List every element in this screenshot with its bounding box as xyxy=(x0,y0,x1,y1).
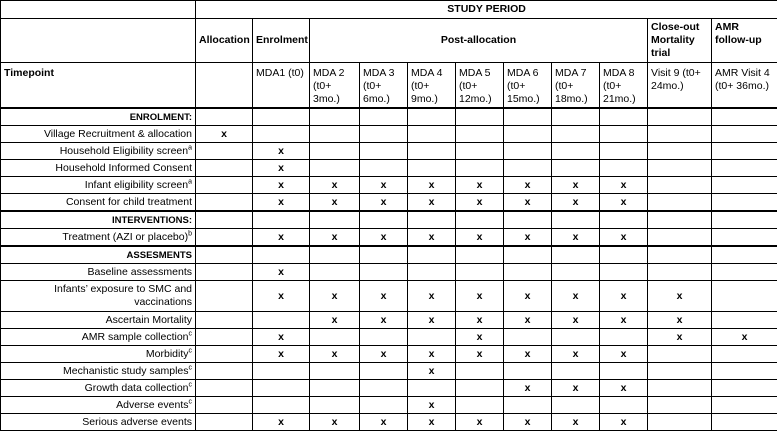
activity-label-text: Adverse events xyxy=(116,399,188,411)
footnote-marker: a xyxy=(188,144,192,151)
empty-cell xyxy=(360,211,408,229)
empty-cell xyxy=(310,143,360,160)
x-mark: x xyxy=(456,329,504,346)
footnote-marker: c xyxy=(189,398,193,405)
activity-label xyxy=(1,177,196,194)
empty-cell xyxy=(712,194,777,212)
footnote-marker: c xyxy=(189,364,193,371)
activity-row xyxy=(1,414,777,431)
footnote-marker: c xyxy=(189,381,193,388)
activity-row xyxy=(1,281,777,312)
x-mark: x xyxy=(253,346,310,363)
x-mark: x xyxy=(360,229,408,247)
activity-row xyxy=(1,194,777,212)
activity-label-text: Infants’ exposure to SMC and vaccinations xyxy=(54,283,192,308)
empty-cell xyxy=(504,246,552,264)
timepoint-cell: MDA1 (t0) xyxy=(253,63,310,109)
activity-label xyxy=(1,229,196,247)
x-mark: x xyxy=(310,346,360,363)
empty-cell xyxy=(196,211,253,229)
empty-cell xyxy=(408,211,456,229)
x-mark: x xyxy=(552,346,600,363)
activity-row xyxy=(1,126,777,143)
empty-cell xyxy=(648,177,712,194)
empty-cell xyxy=(310,264,360,281)
x-mark: x xyxy=(648,329,712,346)
timepoint-cell: MDA 3 (t0+ 6mo.) xyxy=(360,63,408,109)
section-title: ASSESMENTS xyxy=(1,246,196,264)
empty-cell xyxy=(712,246,777,264)
x-mark: x xyxy=(504,380,552,397)
activity-label xyxy=(1,312,196,329)
empty-cell xyxy=(712,229,777,247)
empty-cell xyxy=(196,281,253,312)
activity-label-text: Household Eligibility screen xyxy=(60,145,188,157)
x-mark: x xyxy=(456,414,504,431)
empty-cell xyxy=(712,363,777,380)
timepoint-cell: AMR Visit 4 (t0+ 36mo.) xyxy=(712,63,777,109)
empty-cell xyxy=(408,108,456,126)
empty-cell xyxy=(504,126,552,143)
empty-cell xyxy=(196,414,253,431)
x-mark: x xyxy=(408,281,456,312)
x-mark: x xyxy=(600,346,648,363)
section-title: INTERVENTIONS: xyxy=(1,211,196,229)
empty-cell xyxy=(600,126,648,143)
x-mark: x xyxy=(600,414,648,431)
empty-cell xyxy=(196,143,253,160)
empty-cell xyxy=(648,143,712,160)
x-mark: x xyxy=(253,229,310,247)
empty-cell xyxy=(648,194,712,212)
empty-cell xyxy=(408,160,456,177)
x-mark: x xyxy=(600,177,648,194)
activity-label xyxy=(1,160,196,177)
empty-cell xyxy=(504,143,552,160)
empty-cell xyxy=(310,380,360,397)
empty-cell xyxy=(456,143,504,160)
empty-cell xyxy=(360,126,408,143)
activity-label-text: Household Informed Consent xyxy=(55,162,192,174)
empty-cell xyxy=(456,126,504,143)
empty-cell xyxy=(552,126,600,143)
x-mark: x xyxy=(504,346,552,363)
x-mark: x xyxy=(600,380,648,397)
x-mark: x xyxy=(253,160,310,177)
x-mark: x xyxy=(648,281,712,312)
x-mark: x xyxy=(504,194,552,212)
empty-cell xyxy=(712,143,777,160)
phase-enrolment: Enrolment xyxy=(253,19,310,63)
empty-cell xyxy=(456,160,504,177)
activity-label xyxy=(1,143,196,160)
empty-cell xyxy=(310,397,360,414)
study-period-header: STUDY PERIOD xyxy=(196,1,777,19)
empty-cell xyxy=(196,346,253,363)
empty-cell xyxy=(196,312,253,329)
empty-cell xyxy=(552,363,600,380)
x-mark: x xyxy=(196,126,253,143)
x-mark: x xyxy=(600,281,648,312)
activity-label-text: Growth data collection xyxy=(85,382,189,394)
corner-cell xyxy=(1,1,196,19)
x-mark: x xyxy=(504,229,552,247)
x-mark: x xyxy=(360,194,408,212)
activity-label xyxy=(1,346,196,363)
empty-cell xyxy=(648,397,712,414)
timepoint-cell: Visit 9 (t0+ 24mo.) xyxy=(648,63,712,109)
x-mark: x xyxy=(456,281,504,312)
x-mark: x xyxy=(456,312,504,329)
x-mark: x xyxy=(408,312,456,329)
activity-label-text: Consent for child treatment xyxy=(66,196,192,208)
timepoint-cell: MDA 5 (t0+ 12mo.) xyxy=(456,63,504,109)
activity-row xyxy=(1,143,777,160)
x-mark: x xyxy=(408,363,456,380)
empty-cell xyxy=(408,143,456,160)
empty-cell xyxy=(253,211,310,229)
timepoint-cell: MDA 7 (t0+ 18mo.) xyxy=(552,63,600,109)
x-mark: x xyxy=(408,414,456,431)
x-mark: x xyxy=(408,194,456,212)
empty-cell xyxy=(552,397,600,414)
x-mark: x xyxy=(648,312,712,329)
timepoint-label: Timepoint xyxy=(1,63,196,109)
x-mark: x xyxy=(456,346,504,363)
section-row xyxy=(1,108,777,126)
empty-cell xyxy=(196,397,253,414)
empty-cell xyxy=(196,160,253,177)
empty-cell xyxy=(504,363,552,380)
footnote-marker: c xyxy=(189,347,193,354)
x-mark: x xyxy=(360,414,408,431)
activity-row xyxy=(1,312,777,329)
footnote-marker: b xyxy=(188,230,192,237)
footnote-marker: c xyxy=(189,330,193,337)
x-mark: x xyxy=(360,177,408,194)
x-mark: x xyxy=(310,194,360,212)
empty-cell xyxy=(504,397,552,414)
activity-label-text: AMR sample collection xyxy=(82,331,189,343)
empty-cell xyxy=(504,160,552,177)
activity-label-text: Morbidity xyxy=(146,348,189,360)
empty-cell xyxy=(253,246,310,264)
empty-cell xyxy=(360,397,408,414)
x-mark: x xyxy=(408,397,456,414)
phase-allocation: Allocation xyxy=(196,19,253,63)
timepoint-cell: MDA 2 (t0+ 3mo.) xyxy=(310,63,360,109)
x-mark: x xyxy=(504,281,552,312)
section-row xyxy=(1,246,777,264)
empty-cell xyxy=(196,194,253,212)
empty-cell xyxy=(712,160,777,177)
x-mark: x xyxy=(504,414,552,431)
footnote-marker: a xyxy=(188,178,192,185)
empty-cell xyxy=(408,329,456,346)
x-mark: x xyxy=(360,346,408,363)
study-period-row xyxy=(1,1,777,19)
empty-cell xyxy=(360,143,408,160)
empty-cell xyxy=(408,264,456,281)
x-mark: x xyxy=(456,194,504,212)
empty-cell xyxy=(196,264,253,281)
activity-label-text: Mechanistic study samples xyxy=(63,365,188,377)
activity-label xyxy=(1,363,196,380)
empty-cell xyxy=(648,126,712,143)
empty-cell xyxy=(360,363,408,380)
activity-label xyxy=(1,194,196,212)
x-mark: x xyxy=(552,281,600,312)
empty-cell xyxy=(408,126,456,143)
empty-cell xyxy=(712,281,777,312)
empty-cell xyxy=(253,108,310,126)
empty-cell xyxy=(360,108,408,126)
empty-cell xyxy=(253,126,310,143)
x-mark: x xyxy=(552,414,600,431)
x-mark: x xyxy=(253,143,310,160)
empty-cell xyxy=(196,177,253,194)
x-mark: x xyxy=(552,194,600,212)
empty-cell xyxy=(310,126,360,143)
x-mark: x xyxy=(253,194,310,212)
empty-cell xyxy=(408,380,456,397)
empty-cell xyxy=(196,329,253,346)
activity-row xyxy=(1,229,777,247)
empty-cell xyxy=(712,177,777,194)
activity-row xyxy=(1,177,777,194)
empty-cell xyxy=(196,108,253,126)
empty-cell xyxy=(456,211,504,229)
empty-cell xyxy=(600,363,648,380)
timepoint-cell xyxy=(196,63,253,109)
x-mark: x xyxy=(456,177,504,194)
empty-cell xyxy=(504,264,552,281)
empty-cell xyxy=(456,264,504,281)
empty-cell xyxy=(552,211,600,229)
empty-cell xyxy=(360,246,408,264)
empty-cell xyxy=(600,329,648,346)
empty-cell xyxy=(600,211,648,229)
empty-cell xyxy=(552,246,600,264)
activity-row xyxy=(1,380,777,397)
phase-label-cell xyxy=(1,19,196,63)
empty-cell xyxy=(310,211,360,229)
empty-cell xyxy=(712,211,777,229)
empty-cell xyxy=(310,363,360,380)
empty-cell xyxy=(504,108,552,126)
x-mark: x xyxy=(360,281,408,312)
empty-cell xyxy=(712,312,777,329)
timepoint-cell: MDA 6 (t0+ 15mo.) xyxy=(504,63,552,109)
empty-cell xyxy=(712,414,777,431)
activity-row xyxy=(1,346,777,363)
empty-cell xyxy=(712,126,777,143)
empty-cell xyxy=(648,229,712,247)
timepoint-row xyxy=(1,63,777,109)
empty-cell xyxy=(310,329,360,346)
x-mark: x xyxy=(408,346,456,363)
x-mark: x xyxy=(504,312,552,329)
empty-cell xyxy=(600,397,648,414)
x-mark: x xyxy=(253,177,310,194)
x-mark: x xyxy=(310,312,360,329)
x-mark: x xyxy=(253,329,310,346)
phase-post-allocation: Post-allocation xyxy=(310,19,648,63)
empty-cell xyxy=(600,246,648,264)
empty-cell xyxy=(253,363,310,380)
activity-label xyxy=(1,126,196,143)
empty-cell xyxy=(648,346,712,363)
empty-cell xyxy=(360,160,408,177)
empty-cell xyxy=(196,246,253,264)
section-row xyxy=(1,211,777,229)
empty-cell xyxy=(712,264,777,281)
x-mark: x xyxy=(456,229,504,247)
empty-cell xyxy=(648,414,712,431)
activity-label-text: Village Recruitment & allocation xyxy=(44,128,192,140)
empty-cell xyxy=(648,363,712,380)
activity-label xyxy=(1,414,196,431)
section-title: ENROLMENT: xyxy=(1,108,196,126)
empty-cell xyxy=(600,160,648,177)
empty-cell xyxy=(600,264,648,281)
activity-label-text: Infant eligibility screen xyxy=(85,179,188,191)
empty-cell xyxy=(552,143,600,160)
empty-cell xyxy=(360,380,408,397)
empty-cell xyxy=(253,397,310,414)
x-mark: x xyxy=(408,177,456,194)
activity-row xyxy=(1,264,777,281)
empty-cell xyxy=(456,380,504,397)
activity-label xyxy=(1,397,196,414)
x-mark: x xyxy=(552,312,600,329)
empty-cell xyxy=(600,143,648,160)
empty-cell xyxy=(552,264,600,281)
x-mark: x xyxy=(310,414,360,431)
empty-cell xyxy=(712,346,777,363)
x-mark: x xyxy=(552,177,600,194)
activity-label-text: Serious adverse events xyxy=(82,416,192,428)
empty-cell xyxy=(408,246,456,264)
empty-cell xyxy=(310,108,360,126)
empty-cell xyxy=(552,108,600,126)
x-mark: x xyxy=(552,380,600,397)
empty-cell xyxy=(648,264,712,281)
empty-cell xyxy=(712,380,777,397)
x-mark: x xyxy=(253,414,310,431)
x-mark: x xyxy=(253,281,310,312)
activity-label-text: Treatment (AZI or placebo) xyxy=(62,231,188,243)
x-mark: x xyxy=(408,229,456,247)
x-mark: x xyxy=(360,312,408,329)
x-mark: x xyxy=(712,329,777,346)
activity-row xyxy=(1,329,777,346)
timepoint-cell: MDA 4 (t0+ 9mo.) xyxy=(408,63,456,109)
empty-cell xyxy=(600,108,648,126)
empty-cell xyxy=(552,329,600,346)
activity-label xyxy=(1,329,196,346)
x-mark: x xyxy=(310,281,360,312)
empty-cell xyxy=(253,380,310,397)
empty-cell xyxy=(648,380,712,397)
phase-row xyxy=(1,19,777,63)
activity-label xyxy=(1,264,196,281)
empty-cell xyxy=(360,329,408,346)
empty-cell xyxy=(504,211,552,229)
x-mark: x xyxy=(552,229,600,247)
empty-cell xyxy=(310,160,360,177)
empty-cell xyxy=(196,363,253,380)
empty-cell xyxy=(456,397,504,414)
x-mark: x xyxy=(504,177,552,194)
x-mark: x xyxy=(310,177,360,194)
activity-label xyxy=(1,380,196,397)
empty-cell xyxy=(360,264,408,281)
empty-cell xyxy=(712,397,777,414)
empty-cell xyxy=(552,160,600,177)
empty-cell xyxy=(648,160,712,177)
x-mark: x xyxy=(600,312,648,329)
empty-cell xyxy=(196,380,253,397)
phase-amr-followup: AMR follow-up xyxy=(712,19,777,63)
activity-label xyxy=(1,281,196,312)
x-mark: x xyxy=(310,229,360,247)
empty-cell xyxy=(253,312,310,329)
empty-cell xyxy=(456,363,504,380)
activity-row xyxy=(1,397,777,414)
empty-cell xyxy=(712,108,777,126)
activity-label-text: Ascertain Mortality xyxy=(106,314,192,326)
empty-cell xyxy=(310,246,360,264)
empty-cell xyxy=(196,229,253,247)
timepoint-cell: MDA 8 (t0+ 21mo.) xyxy=(600,63,648,109)
empty-cell xyxy=(648,108,712,126)
empty-cell xyxy=(648,246,712,264)
empty-cell xyxy=(648,211,712,229)
empty-cell xyxy=(456,246,504,264)
x-mark: x xyxy=(600,194,648,212)
x-mark: x xyxy=(253,264,310,281)
x-mark: x xyxy=(600,229,648,247)
empty-cell xyxy=(456,108,504,126)
activity-row xyxy=(1,363,777,380)
activity-label-text: Baseline assessments xyxy=(88,266,192,278)
empty-cell xyxy=(504,329,552,346)
activity-row xyxy=(1,160,777,177)
phase-closeout: Close-out Mortality trial xyxy=(648,19,712,63)
